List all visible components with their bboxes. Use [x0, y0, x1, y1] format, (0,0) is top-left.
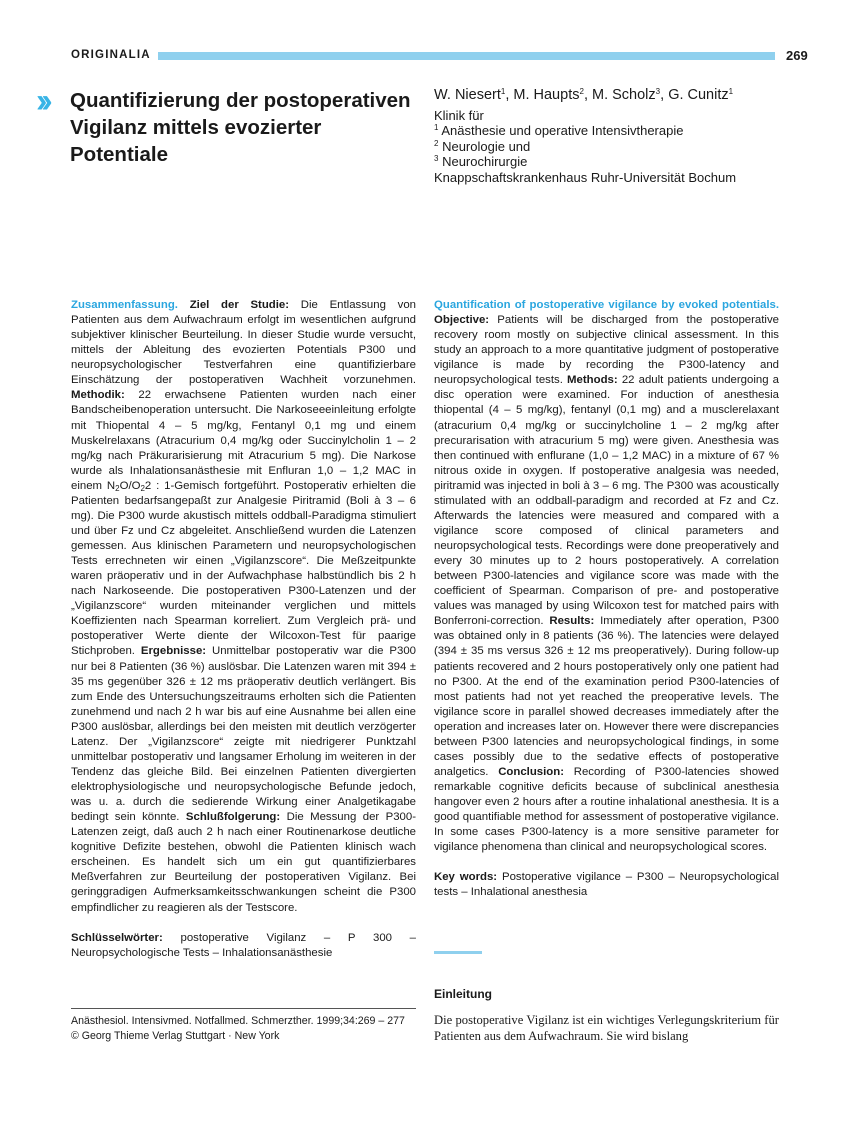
- double-chevron-icon: ››: [36, 82, 47, 120]
- footer-rule: [71, 1008, 416, 1009]
- author-2: M. Haupts: [513, 87, 580, 103]
- section-divider: [434, 951, 482, 954]
- keywords-english: Key words: Postoperative vigilance – P300 – Neuropsychological tests – Inhalational anesthesia: [434, 871, 779, 899]
- journal-citation: Anästhesiol. Intensivmed. Notfallmed. Schmerzther. 1999;34:269 – 277: [71, 1015, 405, 1027]
- abstract-english-body: Quantification of postoperative vigilance by evoked potentials. Objective: Patients will be discharged from the postoperative recovery room mostly on subjective clinical assessment. In this study an approach to a more quantitative judgment of postoperative vigilance is made by recording the P300-latency and neuropsychological tests. Methods: 22 adult patients undergoing a disc operation were examined. For induction of anesthesia thiopental (4 – 5 mg/kg), fentanyl (0,1 mg) and a musclerelaxant (atracurium 0,4 mg/kg or succinylcholine 1 – 2 mg/kg after precurarisation with atracurium 5 mg) were given. Anesthesia was then continued with enflurane (1,0 – 1,2 MAC) in a mixture of 67 % nitrous oxide in oxygen. If postoperative analgesia was needed, piritramid was injected in boli à 3 – 6 mg. The P300 was acoustically stimulated with an oddball-paradigm and recorded at Fz and Cz. Afterwards the latencies were measured and compared with a vigilance score composed of clinical parameters and neuropsychological tests. Recordings were done preoperatively and every 30 minutes up to 2 hours postoperatively. A correlation between P300-latencies and vigilance score was made with the coefficient of Spearman. Comparison of pre- and postoperative values was managed by using Wilcoxon test for matched pairs with Bonferroni-correction. Results: Immediately after operation, P300 was obtained only in 8 patients (36 %). The latencies were delayed (394 ± 35 ms versus 326 ± 12 ms preoperatively). During follow-up patients recovered and 2 hours postoperatively only one patient had no P300. At the end of the examination period P300-latencies of most patients had not yet reached the preoperative levels. The vigilance score in parallel showed decreases immediately after the operation and increases later on. However there were discrepancies between P300 latencies and neuropsychological findings, in some cases possibly due to the sedative effects of postoperative analgetics. Conclusion: Recording of P300-latencies showed remarkable cognitive deficits because of subclinical anesthesia hangover even 2 hours after a routine inhalational anesthesia. It is a good quantifiable method for assessment of postoperative vigilance. In some cases P300-latency is a more sensitive parameter for vigilance phenomena than clinical and neuropsychological scores.: [434, 299, 780, 854]
- einleitung-heading: Einleitung: [434, 987, 492, 1001]
- author-4: G. Cunitz: [668, 87, 729, 103]
- abstract-english: [434, 298, 779, 900]
- copyright: © Georg Thieme Verlag Stuttgart · New York: [71, 1030, 280, 1042]
- author-1: W. Niesert: [434, 87, 501, 103]
- section-label: ORIGINALIA: [71, 49, 151, 61]
- affiliation-2: $^2$ Neurologie und: [434, 138, 531, 154]
- title-line-3: Potentiale: [70, 143, 168, 166]
- einleitung-text: Die postoperative Vigilanz ist ein wichtiges Verlegungskriterium für Patienten aus dem Aufwachraum. Sie wird bislang: [434, 1013, 779, 1043]
- title-line-2: Vigilanz mittels evozierter: [70, 116, 322, 139]
- footer: [71, 1014, 416, 1044]
- abstract-english-heading: Quantification of postoperative vigilance by evoked potentials.: [434, 299, 779, 311]
- page-number: 269: [786, 48, 808, 63]
- keywords-german: Schlüsselwörter: postoperative Vigilanz – P 300 – Neuropsychologische Tests – Inhalationsanästhesie: [71, 931, 416, 959]
- hospital-name: Knappschaftskrankenhaus Ruhr-Universität Bochum: [434, 169, 737, 185]
- abstract-german-heading: Zusammenfassung.: [71, 299, 178, 311]
- author-3: M. Scholz: [592, 87, 656, 103]
- abstract-german-body: Zusammenfassung. Ziel der Studie: Die Entlassung von Patienten aus dem Aufwachraum erfolgt im wesentlichen aufgrund subjektiver klinischer Beurteilung. In dieser Studie wurde versucht, mittels der Ableitung des evozierten Potentials P300 und neuropsychologischer Testverfahren eine quantifizierbare Einschätzung der postoperativen Wachheit vorzunehmen. Methodik: 22 erwachsene Patienten wurden nach einer Bandscheibenoperation untersucht. Die Narkoseeeinleitung erfolgte mit Thiopental 4 – 5 mg/kg, Fentanyl 0,1 mg und einem Muskelrelaxans (Atracurium 0,4 mg/kg oder Succinylcholin 1 – 2 mg/kg nach Präkurarisierung mit Atracurium 5 mg). Die Narkose wurde als Inhalationsanästhesie mit Enfluran 1,0 – 1,2 MAC in einem $N_2O/O_22$ : 1-Gemisch fortgeführt. Postoperativ erhielten die Patienten bedarfsangepaßt zur Analgesie Piritramid (Boli à 3 – 6 mg). Die P300 wurde akustisch mittels oddball-Paradigma stimuliert und über Fz und Cz abgeleitet. Anschließend wurden die Latenzen gemessen. Aus klinischen Parametern und neuropsychologischen Tests errechneten wir einen „Vigilanzscore“. Die Meßzeitpunkte waren präoperativ und in der Aufwachphase halbstündlich bis 2 h nach Narkoseende. Die postoperativen P300-Latenzen und der „Vigilanzscore“ wurden miteinander verglichen und mittels Koeffizienten nach Spearman korreliert. Zum Vergleich prä- und postoperativer Werte diente der Wilcoxon-Test für paarige Stichproben. Ergebnisse: Unmittelbar postoperativ war die P300 nur bei 8 Patienten (36 %) auslösbar. Die Latenzen waren mit 394 ± 35 ms gegenüber 326 ± 12 ms präoperativ deutlich verlängert. Bis zum Ende des Untersuchungszeitraums erholten sich die Patienten zunehmend und nach 2 h war bis auf eine Ausnahme bei allen eine P300 auslösbar, allerdings bei den meisten mit deutlich verzögerter Latenz. Der „Vigilanzscore“ zeigte mit niedrigerer Punktzahl unmittelbar postoperativ und langsamer Erholung im weiteren in der Tendenz das gleiche Bild. Bei einzelnen Patienten divergierten elektrophysiologische und neuropsychologische Befunde jedoch, was u. a. durch die sedierende Wirkung einer Analgetikagabe bedingt sein könnte. Schlußfolgerung: Die Messung der P300-Latenzen zeigt, daß auch 2 h nach einer Routinenarkose deutliche kognitive Defizite bestehen, obwohl die Patienten klinisch wach erscheinen. Es handelt sich um ein gut quantifizierbares Meßverfahren zur Beurteilung der postoperativen Vigilanz. Bei geringgradigen Aufmerksamkeitsschwankungen scheint die P300 empfindlicher zu reagieren als der Testscore.: [71, 299, 417, 914]
- header-bar: [158, 52, 775, 60]
- clinic-label: Klinik für: [434, 107, 484, 123]
- title-line-1: Quantifizierung der postoperativen: [70, 89, 411, 112]
- author-names: W. Niesert$^1$, M. Haupts$^2$, M. Scholz$^3$, G. Cunitz$^1$: [434, 87, 734, 103]
- author-block: [434, 88, 814, 185]
- affiliation-3: $^3$ Neurochirurgie: [434, 154, 528, 169]
- abstract-german: [71, 298, 416, 961]
- article-title: [70, 87, 420, 168]
- affiliation-1: $^1$ Anästhesie und operative Intensivtherapie: [434, 123, 684, 138]
